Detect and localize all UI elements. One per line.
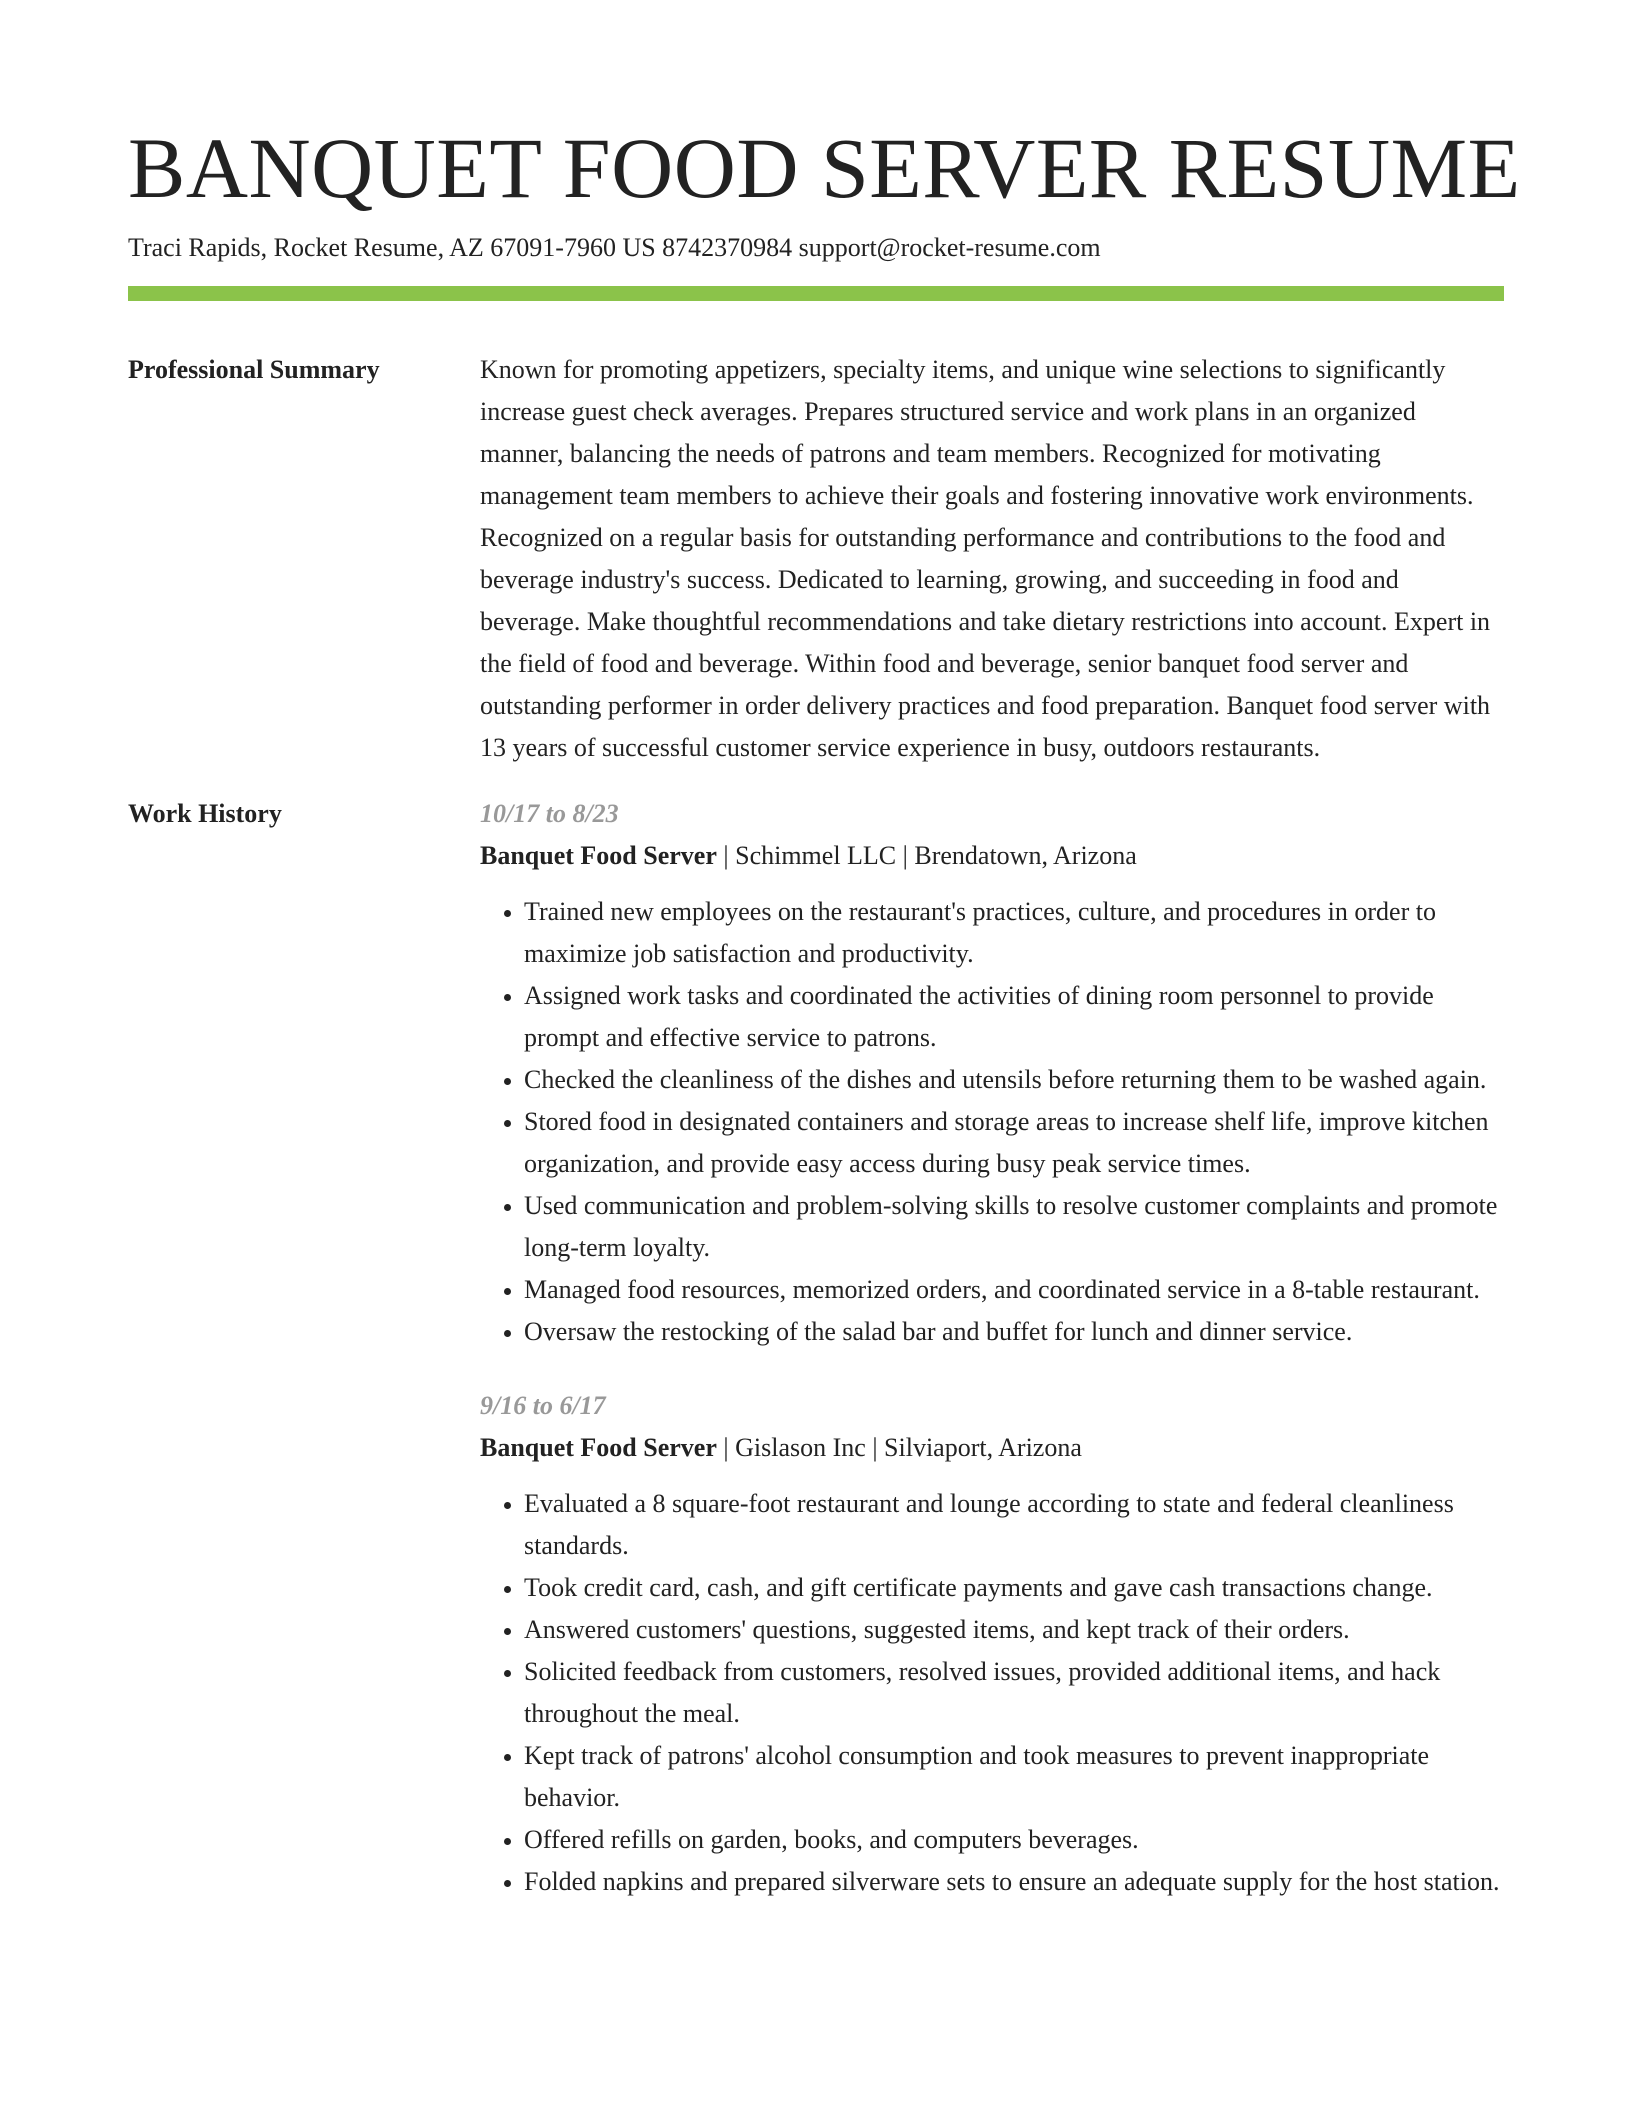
job-bullet: • Stored food in designated containers and storage areas to increase shelf life, improve kitchen organization, and provide easy access during busy peak service times. [524, 1101, 1504, 1185]
header-divider [128, 286, 1504, 301]
job-location: Silviaport, Arizona [884, 1433, 1082, 1462]
job-bullet-list [480, 1483, 1504, 1903]
job-bullet: • Used communication and problem-solving skills to resolve customer complaints and promote long-term loyalty. [524, 1185, 1504, 1269]
job-bullet: • Offered refills on garden, books, and computers beverages. [524, 1819, 1504, 1861]
heading-separator: | [896, 841, 915, 870]
job-bullet: • Assigned work tasks and coordinated the activities of dining room personnel to provide prompt and effective service to patrons. [524, 975, 1504, 1059]
job-bullet: • Trained new employees on the restaurant's practices, culture, and procedures in order to maximize job satisfaction and productivity. [524, 891, 1504, 975]
job-bullet: • Kept track of patrons' alcohol consumption and took measures to prevent inappropriate behavior. [524, 1735, 1504, 1819]
section-label-summary: Professional Summary [128, 355, 380, 384]
job-company: Gislason Inc [735, 1433, 866, 1462]
job-title: Banquet Food Server [480, 1433, 717, 1462]
job-location: Brendatown, Arizona [914, 841, 1137, 870]
job-dates: 9/16 to 6/17 [480, 1391, 606, 1420]
job-title: Banquet Food Server [480, 841, 717, 870]
job-entry [480, 1385, 1504, 1903]
job-bullet: • Answered customers' questions, suggested items, and kept track of their orders. [524, 1609, 1504, 1651]
resume-title: BANQUET FOOD SERVER RESUME [128, 120, 1521, 216]
resume-page [128, 118, 1521, 1903]
professional-summary-section [128, 349, 1504, 769]
job-heading [480, 1427, 1504, 1469]
job-bullet: • Took credit card, cash, and gift certificate payments and gave cash transactions change. [524, 1567, 1504, 1609]
job-entry [480, 793, 1504, 1353]
work-history-list [480, 793, 1504, 1903]
job-bullet: • Folded napkins and prepared silverware sets to ensure an adequate supply for the host station. [524, 1861, 1504, 1903]
summary-text: Known for promoting appetizers, specialty items, and unique wine selections to significantly increase guest check averages. Prepares structured service and work plans in an organized manner, balancing the needs of patrons and team members. Recognized for motivating management team members to achieve their goals and fostering innovative work environments. Recognized on a regular basis for outstanding performance and contributions to the food and beverage industry's success. Dedicated to learning, growing, and succeeding in food and beverage. Make thoughtful recommendations and take dietary restrictions into account. Expert in the field of food and beverage. Within food and beverage, senior banquet food server and outstanding performer in order delivery practices and food preparation. Banquet food server with 13 years of successful customer service experience in busy, outdoors restaurants. [480, 355, 1491, 762]
job-bullet: • Checked the cleanliness of the dishes and utensils before returning them to be washed again. [524, 1059, 1504, 1101]
job-bullet-list [480, 891, 1504, 1353]
heading-separator: | [716, 841, 736, 870]
job-bullet: • Evaluated a 8 square-foot restaurant and lounge according to state and federal cleanliness standards. [524, 1483, 1504, 1567]
heading-separator: | [716, 1433, 736, 1462]
job-bullet: • Solicited feedback from customers, resolved issues, provided additional items, and hack throughout the meal. [524, 1651, 1504, 1735]
work-history-section [128, 793, 1504, 1903]
section-label-work-history: Work History [128, 799, 282, 828]
job-heading [480, 835, 1504, 877]
job-dates: 10/17 to 8/23 [480, 799, 619, 828]
job-bullet: • Oversaw the restocking of the salad bar and buffet for lunch and dinner service. [524, 1311, 1504, 1353]
heading-separator: | [865, 1433, 885, 1462]
job-bullet: • Managed food resources, memorized orders, and coordinated service in a 8-table restaurant. [524, 1269, 1504, 1311]
job-company: Schimmel LLC [735, 841, 897, 870]
contact-line: Traci Rapids, Rocket Resume, AZ 67091-7960 US 8742370984 support@rocket-resume.com [128, 233, 1101, 262]
